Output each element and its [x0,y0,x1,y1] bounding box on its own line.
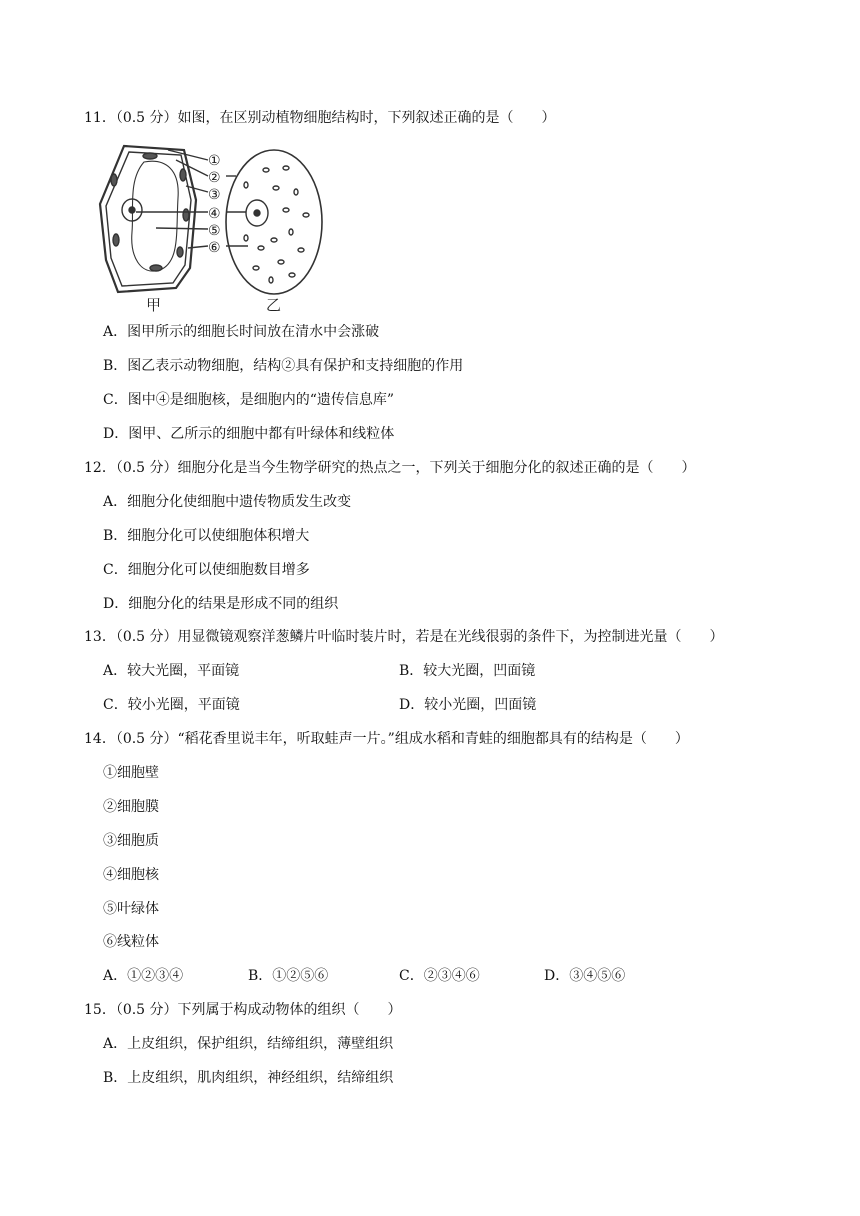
question-14-item-6: ⑥线粒体 [103,934,159,950]
question-14-option-b: B．①②⑤⑥ [248,968,329,984]
question-14-item-3: ③细胞质 [103,833,159,849]
question-12-option-d: D．细胞分化的结果是形成不同的组织 [103,596,339,612]
vacuole [132,161,178,271]
figure-label-4: ④ [208,206,221,222]
question-14-stem: 14．（0.5 分）“稻花香里说丰年，听取蛙声一片。”组成水稻和青蛙的细胞都具有的结构是（ ） [84,731,689,747]
figure-label-2: ② [208,170,221,186]
question-14-item-2: ②细胞膜 [103,799,159,815]
question-13-stem: 13．（0.5 分）用显微镜观察洋葱鳞片叶临时装片时，若是在光线很弱的条件下，为控制进光量（ ） [84,629,724,645]
question-12-stem: 12．（0.5 分）细胞分化是当今生物学研究的热点之一，下列关于细胞分化的叙述正确的是（ ） [84,460,696,476]
question-14-option-c: C．②③④⑥ [399,968,480,984]
question-14-option-d: D．③④⑤⑥ [544,968,626,984]
question-11-option-c: C．图中④是细胞核，是细胞内的“遗传信息库” [103,392,395,408]
cell-diagram-figure [96,140,336,315]
figure-label-3: ③ [208,187,221,203]
question-12-option-a: A．细胞分化使细胞中遗传物质发生改变 [103,494,352,510]
question-13-option-c: C．较小光圈，平面镜 [103,697,240,713]
question-12-option-c: C．细胞分化可以使细胞数目增多 [103,562,310,578]
question-14-item-4: ④细胞核 [103,867,159,883]
question-15-option-a: A．上皮组织，保护组织，结缔组织，薄壁组织 [103,1036,394,1052]
question-14-item-1: ①细胞壁 [103,765,159,781]
figure-caption-jia: 甲 [146,296,162,314]
question-15-stem: 15．（0.5 分）下列属于构成动物体的组织（ ） [84,1002,402,1018]
question-11-option-a: A．图甲所示的细胞长时间放在清水中会涨破 [103,324,380,340]
question-14-option-a: A．①②③④ [103,968,184,984]
plant-cell-membrane [106,152,191,286]
question-13-option-a: A．较大光圈，平面镜 [103,663,240,679]
animal-cell-membrane [226,150,322,294]
question-11-option-b: B．图乙表示动物细胞，结构②具有保护和支持细胞的作用 [103,358,464,374]
question-11-option-d: D．图甲、乙所示的细胞中都有叶绿体和线粒体 [103,426,395,442]
question-12-option-b: B．细胞分化可以使细胞体积增大 [103,528,310,544]
question-14-item-5: ⑤叶绿体 [103,901,159,917]
question-13-option-d: D．较小光圈，凹面镜 [399,697,537,713]
figure-caption-yi: 乙 [266,296,282,314]
question-11-stem: 11．（0.5 分）如图，在区别动植物细胞结构时，下列叙述正确的是（ ） [84,110,556,126]
question-13-option-b: B．较大光圈，凹面镜 [399,663,536,679]
figure-label-5: ⑤ [208,223,221,239]
figure-label-1: ① [208,153,221,169]
question-15-option-b: B．上皮组织，肌肉组织，神经组织，结缔组织 [103,1070,394,1086]
figure-label-6: ⑥ [208,240,221,256]
